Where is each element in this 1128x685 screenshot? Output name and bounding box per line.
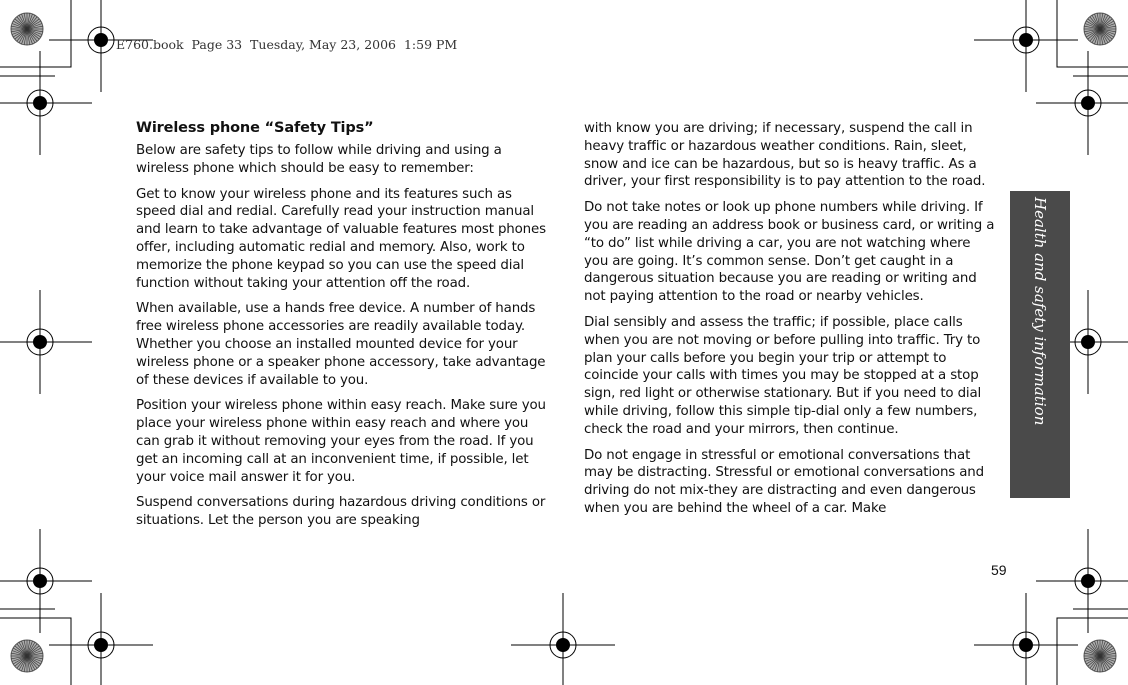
paragraph: Get to know your wireless phone and its features such as speed dial and redial. Carefully read your instruction manual and learn to take advantage of valuable features most phones offer, including automatic redial and memory. Also, work to memorize the phone keypad so you can use the speed dial function without taking your attention off the road. xyxy=(136,186,546,291)
registration-mark-icon xyxy=(33,574,47,588)
registration-mark-icon xyxy=(33,96,47,110)
paragraph: When available, use a hands free device. A number of hands free wireless phone accessories are readily available today. Whether you choose an installed mounted device for your wireless phone or a speaker phone accessory, take advantage of these devices if available to you. xyxy=(136,301,546,388)
section-tab xyxy=(1010,191,1070,498)
section-title: Wireless phone “Safety Tips” xyxy=(136,120,374,136)
registration-mark-icon xyxy=(1019,33,1033,47)
paragraph: Do not take notes or look up phone numbers while driving. If you are reading an address book or business card, or writing a “to do” list while driving a car, you are not watching where you are going. It’s common sense. Don’t get caught in a dangerous situation because you are reading or writing and not paying attention to the road or nearby vehicles. xyxy=(584,200,995,305)
registration-mark-icon xyxy=(1019,638,1033,652)
paragraph: Position your wireless phone within easy reach. Make sure you place your wireless phone within easy reach and where you can grab it without removing your eyes from the road. If you get an incoming call at an inconvenient time, if possible, let your voice mail answer it for you. xyxy=(136,398,546,485)
paragraph: Suspend conversations during hazardous driving conditions or situations. Let the person you are speaking xyxy=(136,495,546,529)
registration-mark-icon xyxy=(1081,335,1095,349)
paragraph: Do not engage in stressful or emotional conversations that may be distracting. Stressful or emotional conversations and driving do not mix-they are distracting and even dangerous when you are behind the wheel of a car. Make xyxy=(584,447,984,516)
right-column xyxy=(584,120,996,526)
registration-mark-icon xyxy=(556,638,570,652)
paragraph: Dial sensibly and assess the traffic; if possible, place calls when you are not moving or before pulling into traffic. Try to plan your calls before you begin your trip or attempt to coincide your calls with times you may be stopped at a stop sign, red light or otherwise stationary. But if you need to dial while driving, follow this simple tip-dial only a few numbers, check the road and your mirrors, then continue. xyxy=(584,314,982,437)
left-column xyxy=(136,118,546,538)
registration-mark-icon xyxy=(94,638,108,652)
section-tab-label: Health and safety information xyxy=(1031,197,1049,426)
registration-mark-icon xyxy=(33,335,47,349)
paragraph: Below are safety tips to follow while driving and using a wireless phone which should be easy to remember: xyxy=(136,143,502,176)
registration-mark-icon xyxy=(1081,574,1095,588)
print-header-slug: E760.book Page 33 Tuesday, May 23, 2006 1:59 PM xyxy=(116,37,458,52)
registration-mark-icon xyxy=(94,33,108,47)
page-number: 59 xyxy=(991,562,1007,578)
registration-mark-icon xyxy=(1081,96,1095,110)
paragraph: with know you are driving; if necessary, suspend the call in heavy traffic or hazardous weather conditions. Rain, sleet, snow and ice can be hazardous, but so is heavy traffic. As a driver, your first responsibility is to pay attention to the road. xyxy=(584,121,986,190)
